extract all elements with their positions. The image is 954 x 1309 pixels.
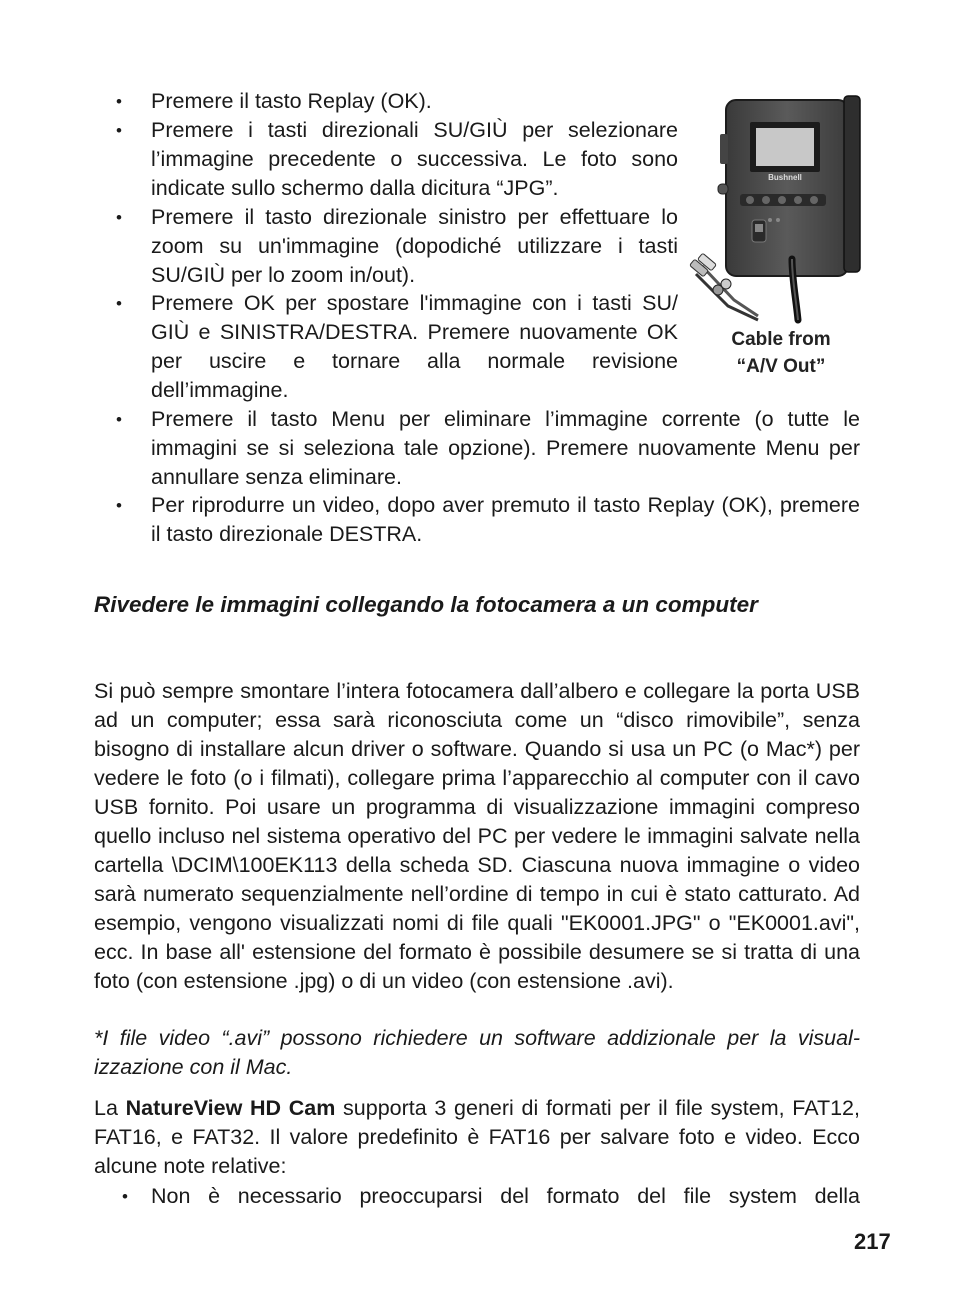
bullet-symbol: •	[116, 410, 122, 429]
trail-camera-illustration	[688, 94, 862, 324]
list-item-text: Premere il tasto direzionale sinistro per effettuare lo zoom su un'immagine (dopodiché utilizzare i tasti SU/GIÙ per lo zoom in/out).	[151, 205, 678, 287]
bullet-symbol: •	[116, 92, 122, 111]
caption-line: “A/V Out”	[736, 356, 826, 377]
camera-brand-label: Bushnell	[768, 173, 802, 182]
product-name: NatureView HD Cam	[125, 1096, 336, 1120]
list-item-text: Per riprodurre un video, dopo aver premuto il tasto Replay (OK), premere il tasto direzionale DESTRA.	[151, 493, 860, 546]
list-item-text: Premere il tasto Menu per eliminare l’immagine corrente (o tutte le immagini se si seleziona tale opzione). Premere nuovamente Menu per annullare senza eliminare.	[151, 407, 860, 489]
intro-suffix: supporta 3 generi di formati per il file system, FAT12, FAT16, e FAT32. Il valore predefinito è FAT16 per salvare foto e video. Ecco alcune note relative:	[94, 1096, 860, 1178]
list-item-text: Premere il tasto Replay (OK).	[151, 89, 432, 113]
bullet-symbol: •	[116, 121, 122, 140]
file-system-intro	[94, 1094, 860, 1181]
section-heading: Rivedere le immagini collegando la fotocamera a un computer	[94, 592, 758, 617]
bullet-symbol: •	[122, 1187, 128, 1206]
list-item-text: Non è necessario preoccuparsi del formato del file system della	[151, 1184, 860, 1208]
camera-figure	[688, 94, 862, 384]
figure-caption	[688, 326, 874, 380]
list-item-text: Premere i tasti direzionali SU/GIÙ per selezionare l’immagine precedente o successiva. Le foto sono indicate sullo schermo dalla dicitura “JPG”.	[151, 118, 678, 200]
list-item-text: Premere OK per spostare l'immagine con i tasti SU/ GIÙ e SINISTRA/DESTRA. Premere nuovamente OK per uscire e tornare alla normale revisione dell’immagine.	[151, 291, 678, 402]
bullet-symbol: •	[116, 496, 122, 515]
intro-prefix: La	[94, 1096, 126, 1120]
section-paragraph: Si può sempre smontare l’intera fotocamera dall’albero e collegare la porta USB ad un computer; essa sarà riconosciuta come un “disco rimovibile”, senza bisogno di installare alcun driver o software. Quando si usa un PC (o Mac*) per vedere le foto (o i filmati), collegare prima l’apparecchio al computer con il cavo USB fornito. Poi usare un programma di visualizzazione immagini compreso quello incluso nel sistema operativo del PC per vedere le immagini salvate nella cartella \DCIM\100EK113 della scheda SD. Ciascuna nuova immagine o video sarà numerato sequenzialmente nell’ordine di tempo in cui è stato catturato. Ad esempio, vengono visualizzati nomi di file quali "EK0001.JPG" o "EK0001.avi", ecc. In base all' estensione del formato è possibile desumere se si tratta di una foto (con estensione .jpg) o di un video (con estensione .avi).	[94, 679, 860, 993]
bullet-symbol: •	[116, 294, 122, 313]
caption-line: Cable from	[731, 329, 831, 350]
bullet-symbol: •	[116, 208, 122, 227]
page-number: 217	[854, 1229, 891, 1254]
mac-note: *I file video “.avi” possono richiedere un software addizionale per la visual-izzazione con il Mac.	[94, 1026, 860, 1079]
